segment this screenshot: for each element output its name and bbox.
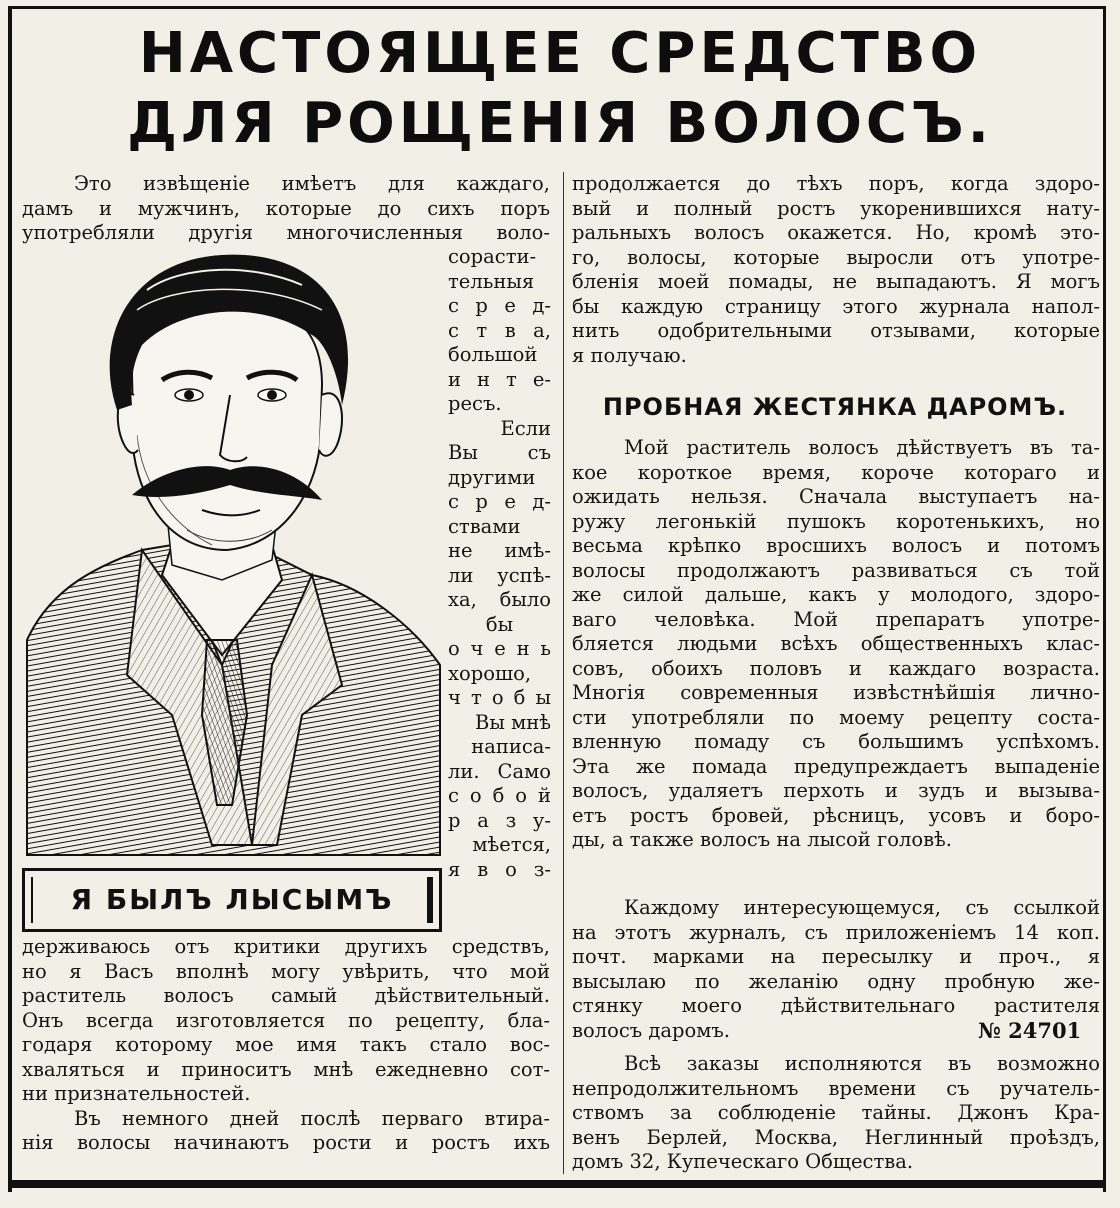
text-line: с р е д- bbox=[448, 490, 551, 513]
text-line: Эта же помада предупреждаетъ выпаденіе bbox=[572, 754, 1100, 778]
text-line: кое короткое время, короче котораго и bbox=[572, 460, 1100, 484]
text-line: большой bbox=[448, 343, 538, 366]
text-line: совъ, обоихъ половъ и каждаго возраста. bbox=[572, 656, 1100, 680]
text-line: ствомъ за соблюденіе тайны. Джонъ Кра- bbox=[572, 1101, 1100, 1124]
text-line: другими bbox=[448, 465, 536, 489]
headline-line-2: ДЛЯ РОЩЕНІЯ ВОЛОСЪ. bbox=[127, 91, 993, 156]
text-line: и н т е- bbox=[448, 367, 551, 391]
portrait-illustration bbox=[22, 245, 447, 860]
text-line: продолжается до тѣхъ поръ, когда здоро- bbox=[572, 172, 1100, 195]
text-line: етъ ростъ бровей, рѣсницъ, усовъ и боро- bbox=[572, 803, 1100, 827]
text-line: с о б о й bbox=[448, 784, 551, 807]
text-line: Вы мнѣ bbox=[475, 710, 551, 734]
left-bottom-text bbox=[22, 935, 550, 1156]
text-line: на этотъ журналъ, съ приложеніемъ 14 коп. bbox=[572, 920, 1100, 944]
left-intro bbox=[22, 172, 550, 246]
text-line: ч т о б ы bbox=[448, 686, 551, 709]
text-line: с т в а, bbox=[448, 318, 551, 342]
text-line: волосы продолжаютъ развиваться съ той bbox=[572, 558, 1100, 582]
text-line: го, волосы, которые выросли отъ употре- bbox=[572, 245, 1100, 269]
text-line: ли успѣ- bbox=[448, 563, 551, 587]
text-line: непродолжительномъ времени съ ручатель- bbox=[572, 1076, 1100, 1100]
right-para-4 bbox=[572, 1052, 1100, 1175]
text-line: Вы съ bbox=[448, 441, 551, 464]
text-line: Это извѣщеніе имѣетъ для каждаго, bbox=[74, 172, 550, 195]
bald-banner bbox=[22, 868, 442, 932]
text-line: Мой раститель волосъ дѣйствуетъ въ та- bbox=[624, 436, 1100, 459]
text-line: ствами bbox=[448, 514, 521, 538]
banner-text: Я БЫЛЪ ЛЫСЫМЪ bbox=[70, 883, 394, 916]
text-line: употребляли другія многочисленныя воло- bbox=[22, 221, 550, 244]
text-line: бы каждую страницу этого журнала напол- bbox=[572, 294, 1100, 318]
text-line: но я Васъ вполнѣ могу увѣрить, что мой bbox=[22, 959, 550, 983]
text-line: ружу легонькій пушокъ коротенькихъ, но bbox=[572, 509, 1100, 533]
text-line: написа- bbox=[471, 735, 551, 758]
text-line: волосъ, удаляетъ перхоть и зудъ и вызыва- bbox=[572, 779, 1100, 802]
text-line: стянку моего дѣйствительнаго растителя bbox=[572, 994, 1100, 1017]
text-line: я получаю. bbox=[572, 343, 687, 367]
text-line: р а з у- bbox=[448, 808, 551, 832]
text-line: бленія моей помады, не выпадаютъ. Я могъ bbox=[572, 270, 1100, 293]
text-line: высылаю по желанію одну пробную же- bbox=[572, 969, 1100, 993]
right-para-1 bbox=[572, 172, 1100, 368]
text-line: годаря которому мое имя такъ стало вос- bbox=[22, 1033, 550, 1056]
text-line: Въ немного дней послѣ перваго втира- bbox=[74, 1106, 550, 1130]
text-line: раститель волосъ самый дѣйствительный. bbox=[22, 984, 550, 1007]
text-line: держиваюсь отъ критики другихъ средствъ, bbox=[22, 935, 550, 958]
right-para-2 bbox=[572, 436, 1100, 853]
text-line: Онъ всегда изготовляется по рецепту, бла- bbox=[22, 1008, 550, 1032]
text-line: ваго человѣка. Мой препаратъ употре- bbox=[572, 607, 1100, 631]
column-divider bbox=[563, 172, 564, 1174]
text-line: не имѣ- bbox=[448, 539, 551, 562]
text-line: сти употребляли по моему рецепту соста- bbox=[572, 705, 1100, 729]
text-line: я в о з- bbox=[448, 857, 551, 881]
text-line: дамъ и мужчинъ, которые до сихъ поръ bbox=[22, 196, 550, 220]
text-line: Всѣ заказы исполняются въ возможно bbox=[624, 1052, 1100, 1075]
text-line: домъ 32, Купеческаго Общества. bbox=[572, 1150, 914, 1173]
text-line: ды, а также волосъ на лысой головѣ. bbox=[572, 828, 953, 851]
text-line: почт. марками на пересылку и проч., я bbox=[572, 945, 1100, 968]
text-line: хорошо, bbox=[448, 661, 532, 685]
text-line: ха, было bbox=[448, 588, 551, 611]
text-line: мѣется, bbox=[472, 833, 551, 856]
text-line: бы bbox=[485, 612, 514, 636]
text-line: ожидать нельзя. Сначала выступаетъ на- bbox=[572, 485, 1100, 508]
text-line: Каждому интересующемуся, съ ссылкой bbox=[624, 896, 1100, 919]
text-line: весьма крѣпко вросшихъ волосъ и потомъ bbox=[572, 534, 1100, 557]
text-line: нія волосы начинаютъ рости и ростъ ихъ bbox=[22, 1131, 550, 1154]
text-line: же силой дальше, какъ у молодого, здоро- bbox=[572, 583, 1100, 606]
text-line: о ч е н ь bbox=[448, 637, 551, 660]
text-line: тельныя bbox=[448, 269, 535, 293]
bottom-rule bbox=[8, 1180, 1106, 1188]
text-line: ли. Само bbox=[448, 759, 551, 783]
text-line: Многія современныя извѣстнѣйшія лично- bbox=[572, 681, 1100, 704]
text-line: ральныхъ волосъ окажется. Но, кромѣ это- bbox=[572, 221, 1100, 244]
text-line: венъ Берлей, Москва, Неглинный проѣздъ, bbox=[572, 1125, 1100, 1149]
text-line: сорасти- bbox=[448, 245, 537, 268]
text-line: ресъ. bbox=[448, 392, 502, 415]
left-narrow-text bbox=[448, 245, 551, 882]
ad-number: № 24701 bbox=[978, 1018, 1082, 1043]
text-line: волосъ даромъ. bbox=[572, 1018, 730, 1042]
text-line: бляется людьми всѣхъ общественныхъ клас- bbox=[572, 632, 1100, 655]
text-line: нить одобрительными отзывами, которые bbox=[572, 319, 1100, 342]
text-line: вленную помаду съ большимъ успѣхомъ. bbox=[572, 730, 1100, 753]
text-line: с р е д- bbox=[448, 294, 551, 317]
text-line: вый и полный ростъ укоренившихся нату- bbox=[572, 196, 1100, 220]
text-line: хваляться и приноситъ мнѣ ежедневно сот- bbox=[22, 1057, 550, 1081]
text-line: ни признательностей. bbox=[22, 1082, 251, 1105]
headline-line-1: НАСТОЯЩЕЕ СРЕДСТВО bbox=[138, 21, 982, 86]
text-line: Если bbox=[500, 416, 551, 440]
free-sample-heading: ПРОБНАЯ ЖЕСТЯНКА ДАРОМЪ. bbox=[602, 393, 1068, 421]
